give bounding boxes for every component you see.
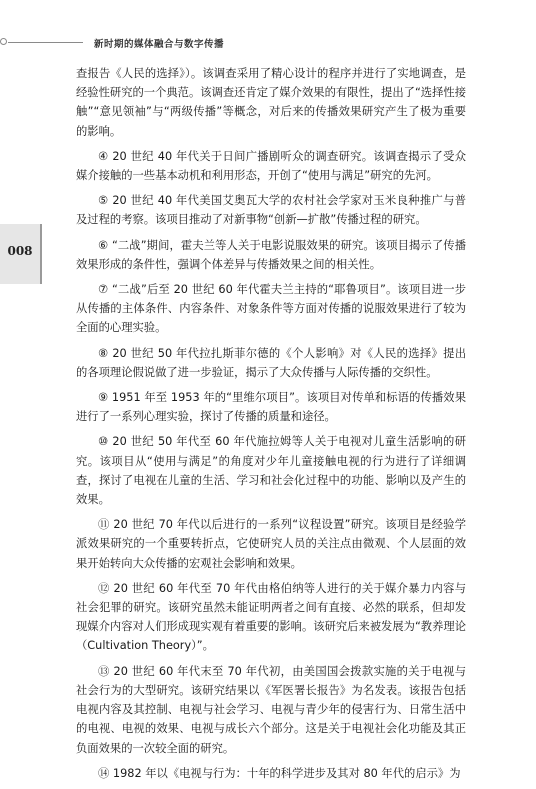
paragraph-item-13: ⑬ 20 世纪 60 年代末至 70 年代初，由美国国会拨款实施的关于电视与社会行为的大型研究。该研究结果以《军医署长报告》为名发表。该报告包括电视内容及其控制、电视与社会学习、电视与青少年的侵害行为、日常生活中的电视、电视的效果、电视与成长六个部分。这是关于电视社会化功能及其正负面效果的一次较全面的研究。 [76,664,466,755]
header-ornament-circle [0,38,7,45]
paragraph-item-4: ④ 20 世纪 40 年代关于日间广播剧听众的调查研究。该调查揭示了受众媒介接触的一些基本动机和利用形态，开创了“使用与满足”研究的先河。 [76,149,466,183]
body-text [76,64,466,789]
paragraph-item-9: ⑨ 1951 年至 1953 年的“里维尔项目”。该项目对传单和标语的传播效果进行了一系列心理实验，探讨了传播的质量和途径。 [76,391,466,424]
page-number: 008 [7,244,33,258]
paragraph-item-6: ⑥ “二战”期间，霍夫兰等人关于电影说服效果的研究。该项目揭示了传播效果形成的条件性，强调个体差异与传播效果之间的相关性。 [76,238,466,271]
running-header-title: 新时期的媒体融合与数字传播 [94,39,225,50]
paragraph-item-5: ⑤ 20 世纪 40 年代美国艾奥瓦大学的农村社会学家对玉米良种推广与普及过程的考察。该项目推动了对新事物“创新—扩散”传播过程的研究。 [76,194,466,227]
paragraph-item-7: ⑦ “二战”后至 20 世纪 60 年代霍夫兰主持的“耶鲁项目”。该项目进一步从传播的主体条件、内容条件、对象条件等方面对传播的说服效果进行了较为全面的心理实验。 [76,283,466,335]
paragraph-item-10: ⑩ 20 世纪 50 年代至 60 年代施拉姆等人关于电视对儿童生活影响的研究。该项目从“使用与满足”的角度对少年儿童接触电视的行为进行了详细调查，探讨了电视在儿童的生活、学习和社会化过程中的功能、影响以及产生的效果。 [76,435,466,507]
paragraph-item-12: ⑫ 20 世纪 60 年代至 70 年代由格伯纳等人进行的关于媒介暴力内容与社会犯罪的研究。该研究虽然未能证明两者之间有直接、必然的联系，但却发现媒介内容对人们形成现实观有着重要的影响。该研究后来被发展为“教养理论（Cultivation Theory）”。 [76,581,466,653]
paragraph-item-14: ⑭ 1982 年以《电视与行为：十年的科学进步及其对 80 年代的启示》为 [98,766,461,780]
paragraph-item-8: ⑧ 20 世纪 50 年代拉扎斯菲尔德的《个人影响》对《人民的选择》提出的各项理论假说做了进一步验证，揭示了大众传播与人际传播的交织性。 [76,346,466,379]
header-rule [8,42,83,43]
paragraph-continuation: 查报告《人民的选择》）。该调查采用了精心设计的程序并进行了实地调查，是经验性研究的一个典范。该调查还肯定了媒介效果的有限性，提出了“选择性接触”“意见领袖”与“两级传播”等概念，对后来的传播效果研究产生了极为重要的影响。 [76,67,466,138]
paragraph-item-11: ⑪ 20 世纪 70 年代以后进行的一系列“议程设置”研究。该项目是经验学派效果研究的一个重要转折点，它使研究人员的关注点由微观、个人层面的效果开始转向大众传播的宏观社会影响和效果。 [76,518,466,570]
